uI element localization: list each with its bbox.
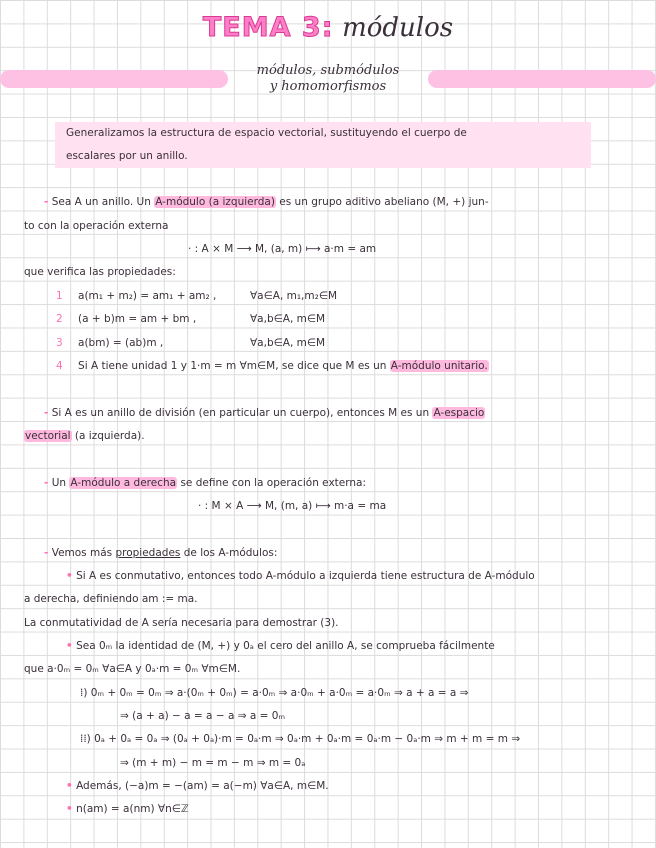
intro-line-2: escalares por un anillo.	[66, 150, 188, 162]
def-pre: Sea A un anillo. Un	[51, 196, 151, 208]
title-italic: módulos	[342, 13, 454, 43]
props2-extra-2	[66, 803, 189, 815]
right-module-line	[44, 477, 366, 489]
def-formula: · : A × M ⟶ M, (a, m) ⟼ a·m = am	[188, 243, 377, 255]
def-line-2: to con la operación externa	[24, 220, 169, 232]
prop-item	[56, 337, 163, 349]
def-post: es un grupo aditivo abeliano (M, +) jun-	[279, 196, 489, 208]
props2-text: Sea 0ₘ la identidad de (M, +) y 0ₐ el cero del anillo A, se comprueba fácilmente	[76, 640, 495, 652]
bullet-dash: -	[44, 407, 49, 419]
subtitle-line-1: módulos, submódulos	[256, 63, 400, 78]
props2-pre: Vemos más	[51, 547, 113, 559]
prop-number: 1	[56, 290, 63, 302]
props2-item-2-line-2: que a·0ₘ = 0ₘ ∀a∈A y 0ₐ·m = 0ₘ ∀m∈M.	[24, 663, 241, 675]
props2-item-1-line-2: a derecha, definiendo am := ma.	[24, 593, 198, 605]
division-line-2	[24, 430, 145, 442]
prop-item	[56, 290, 216, 302]
prop-item	[56, 313, 196, 325]
right-pre: Un	[51, 477, 67, 489]
bullet-dash: -	[44, 477, 49, 489]
def-line-1	[44, 196, 489, 208]
def-highlight: A-módulo (a izquierda)	[155, 196, 275, 208]
props2-heading	[44, 547, 277, 559]
division-post: (a izquierda).	[74, 430, 145, 442]
prop-cond: ∀a,b∈A, m∈M	[250, 313, 326, 325]
props2-extra-text: n(am) = a(nm) ∀n∈ℤ	[76, 803, 189, 815]
bullet-dot: •	[66, 803, 73, 815]
prop-item-4	[56, 360, 489, 372]
props2-extra-1	[66, 780, 329, 792]
prop-text: (a + b)m = am + bm ,	[78, 313, 197, 325]
props2-extra-text: Además, (−a)m = −(am) = a(−m) ∀a∈A, m∈M.	[76, 780, 329, 792]
bullet-dot: •	[66, 640, 73, 652]
props2-post: de los A-módulos:	[183, 547, 278, 559]
prop-cond: ∀a,b∈A, m∈M	[250, 337, 326, 349]
proof-1-line-2: ⇒ (a + a) − a = a − a ⇒ a = 0ₘ	[120, 710, 285, 722]
division-highlight-2: vectorial	[25, 430, 71, 442]
prop-number: 3	[56, 337, 63, 349]
prop4-highlight: A-módulo unitario.	[390, 360, 488, 372]
props-intro: que verifica las propiedades:	[24, 266, 176, 278]
proof-2-line-1: ⁞⁞) 0ₐ + 0ₐ = 0ₐ ⇒ (0ₐ + 0ₐ)·m = 0ₐ·m ⇒ 0ₐ·m + 0ₐ·m = 0ₐ·m − 0ₐ·m ⇒ m + m = m ⇒	[80, 733, 521, 745]
subtitle-line-2: y homomorfismos	[269, 79, 387, 94]
props2-item-1-line-3: La conmutatividad de A sería necesaria para demostrar (3).	[24, 617, 339, 629]
division-pre: Si A es un anillo de división (en particular un cuerpo), entonces M es un	[51, 407, 430, 419]
bullet-dot: •	[66, 570, 73, 582]
division-highlight-1: A-espacio	[433, 407, 485, 419]
intro-line-1: Generalizamos la estructura de espacio vectorial, sustituyendo el cuerpo de	[66, 127, 467, 139]
prop-number: 4	[56, 360, 63, 372]
prop4-text: Si A tiene unidad 1 y 1·m = m ∀m∈M, se dice que M es un	[78, 360, 387, 372]
page-title	[0, 12, 656, 43]
prop-text: a(bm) = (ab)m ,	[78, 337, 164, 349]
proof-1-line-1: ⁞) 0ₘ + 0ₘ = 0ₘ ⇒ a·(0ₘ + 0ₘ) = a·0ₘ ⇒ a·0ₘ + a·0ₘ = a·0ₘ ⇒ a + a = a ⇒	[80, 687, 469, 699]
bullet-dash: -	[44, 547, 49, 559]
title-bold: TEMA 3:	[202, 12, 334, 43]
right-formula: · : M × A ⟶ M, (m, a) ⟼ m·a = ma	[198, 500, 387, 512]
props2-underlined: propiedades	[115, 547, 181, 559]
bullet-dot: •	[66, 780, 73, 792]
props2-item-2-line-1	[66, 640, 495, 652]
bullet-dash: -	[44, 196, 49, 208]
props2-item-1-line-1	[66, 570, 535, 582]
prop-text: a(m₁ + m₂) = am₁ + am₂ ,	[78, 290, 217, 302]
right-highlight: A-módulo a derecha	[70, 477, 177, 489]
props2-text: Si A es conmutativo, entonces todo A-módulo a izquierda tiene estructura de A-módulo	[76, 570, 535, 582]
proof-2-line-2: ⇒ (m + m) − m = m − m ⇒ m = 0ₐ	[120, 757, 306, 769]
prop-cond: ∀a∈A, m₁,m₂∈M	[250, 290, 338, 302]
right-post: se define con la operación externa:	[180, 477, 367, 489]
prop-number: 2	[56, 313, 63, 325]
division-line-1	[44, 407, 485, 419]
